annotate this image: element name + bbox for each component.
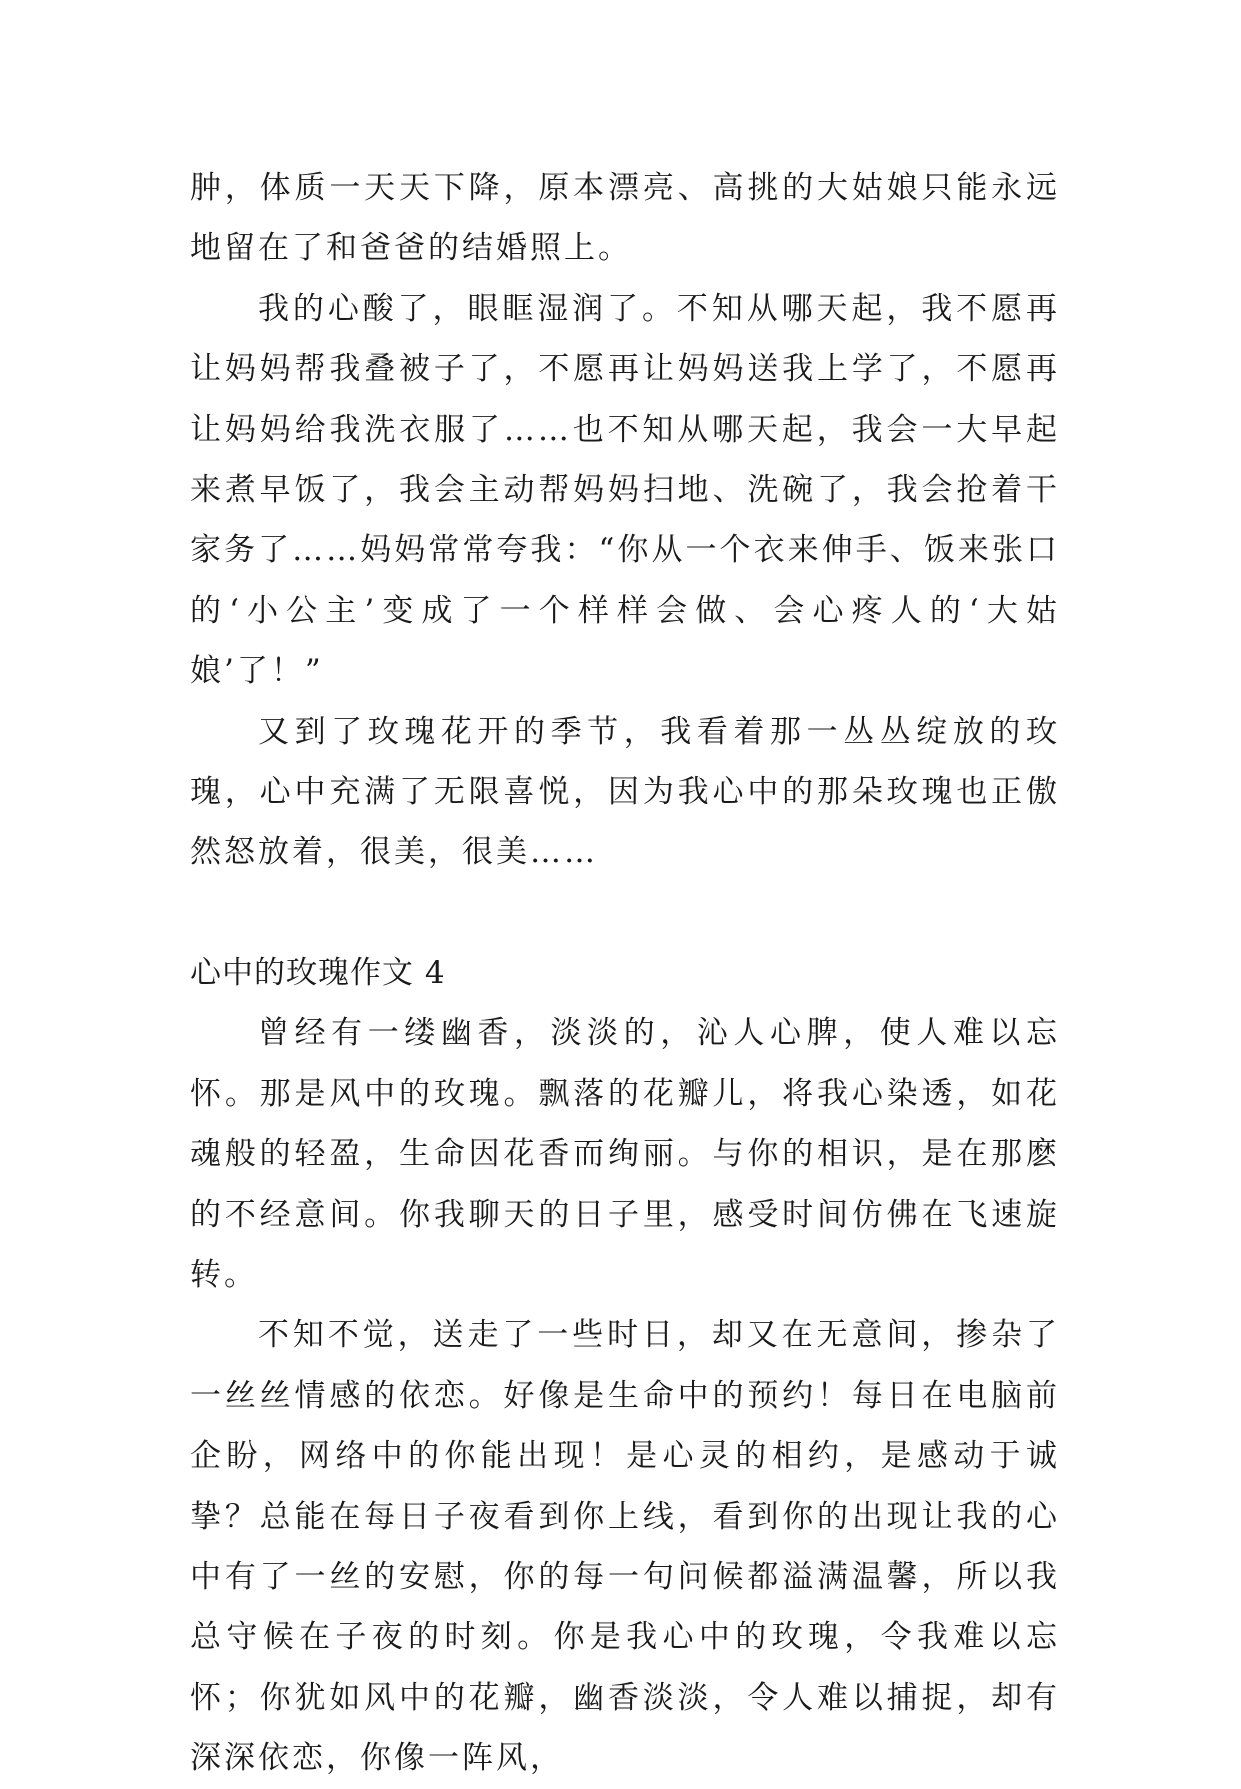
paragraph-heart-sour: 我的心酸了，眼眶湿润了。不知从哪天起，我不愿再让妈妈帮我叠被子了，不愿再让妈妈送我上学了，不愿再让妈妈给我洗衣服了……也不知从哪天起，我会一大早起来煮早饭了，我会主动帮妈妈扫地、洗碗了，我会抢着干家务了……妈妈常常夸我：“你从一个衣来伸手、饭来张口的‘小公主’变成了一个样样会做、会心疼人的‘大姑娘’了！” bbox=[190, 290, 1060, 690]
paragraph-rose-season: 又到了玫瑰花开的季节，我看着那一丛丛绽放的玫瑰，心中充满了无限喜悦，因为我心中的那朵玫瑰也正傲然怒放着，很美，很美…… bbox=[190, 713, 1060, 871]
paragraph-continued: 肿，体质一天天下降，原本漂亮、高挑的大姑娘只能永远地留在了和爸爸的结婚照上。 bbox=[190, 170, 1060, 267]
paragraph-attachment: 不知不觉，送走了一些时日，却又在无意间，掺杂了一丝丝情感的依恋。好像是生命中的预约！每日在电脑前企盼，网络中的你能出现！是心灵的相约，是感动于诚挚？总能在每日子夜看到你上线，看到你的出现让我的心中有了一丝的安慰，你的每一句问候都溢满温馨，所以我总守候在子夜的时刻。你是我心中的玫瑰，令我难以忘怀；你犹如风中的花瓣，幽香淡淡，令人难以捕捉，却有深深依恋，你像一阵风， bbox=[190, 1317, 1060, 1777]
document-page bbox=[190, 158, 1060, 1789]
paragraph-fragrance: 曾经有一缕幽香，淡淡的，沁人心脾，使人难以忘怀。那是风中的玫瑰。飘落的花瓣儿，将我心染透，如花魂般的轻盈，生命因花香而绚丽。与你的相识，是在那麽的不经意间。你我聊天的日子里，感受时间仿佛在飞速旋转。 bbox=[190, 1015, 1060, 1293]
section-title: 心中的玫瑰作文 4 bbox=[190, 954, 446, 991]
section-spacer bbox=[190, 883, 1060, 943]
